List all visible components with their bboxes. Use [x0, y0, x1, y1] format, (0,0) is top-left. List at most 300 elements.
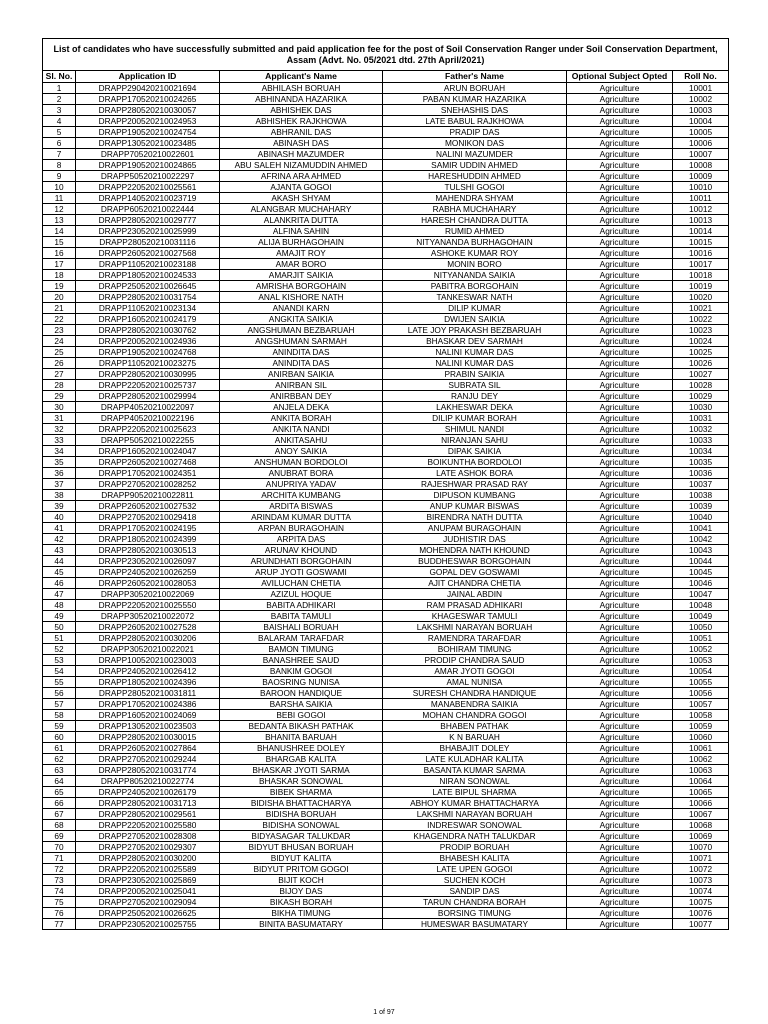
- application-id-cell: DRAPP280520210030200: [76, 853, 220, 864]
- application-id-cell: DRAPP160520210024179: [76, 314, 220, 325]
- applicant-name-cell: AFRINA ARA AHMED: [220, 171, 383, 182]
- optional-subject-cell: Agriculture: [567, 347, 673, 358]
- application-id-cell: DRAPP280520210029994: [76, 391, 220, 402]
- sl-no-cell: 69: [43, 831, 76, 842]
- application-id-cell: DRAPP110520210023275: [76, 358, 220, 369]
- optional-subject-cell: Agriculture: [567, 413, 673, 424]
- table-row: [43, 369, 729, 380]
- application-id-cell: DRAPP30520210022069: [76, 589, 220, 600]
- father-name-cell: INDRESWAR SONOWAL: [383, 820, 567, 831]
- table-row: [43, 754, 729, 765]
- table-row: [43, 776, 729, 787]
- application-id-cell: DRAPP260520210027532: [76, 501, 220, 512]
- roll-no-cell: 10032: [673, 424, 729, 435]
- optional-subject-cell: Agriculture: [567, 127, 673, 138]
- table-row: [43, 765, 729, 776]
- roll-no-cell: 10034: [673, 446, 729, 457]
- roll-no-cell: 10052: [673, 644, 729, 655]
- sl-no-cell: 27: [43, 369, 76, 380]
- sl-no-cell: 75: [43, 897, 76, 908]
- roll-no-cell: 10018: [673, 270, 729, 281]
- roll-no-cell: 10057: [673, 699, 729, 710]
- sl-no-cell: 72: [43, 864, 76, 875]
- table-row: [43, 710, 729, 721]
- document-title: List of candidates who have successfully submitted and paid application fee for the post of Soil Conservation Ranger under Soil Conservation Department, Assam (Advt. No. 05/2021 dtd. 27th April/2021): [43, 39, 729, 71]
- sl-no-cell: 29: [43, 391, 76, 402]
- application-id-cell: DRAPP270520210029418: [76, 512, 220, 523]
- application-id-cell: DRAPP290420210021694: [76, 83, 220, 94]
- father-name-cell: BORSING TIMUNG: [383, 908, 567, 919]
- table-row: [43, 116, 729, 127]
- applicant-name-cell: ALANKRITA DUTTA: [220, 215, 383, 226]
- father-name-cell: MOHENDRA NATH KHOUND: [383, 545, 567, 556]
- father-name-cell: AJIT CHANDRA CHETIA: [383, 578, 567, 589]
- table-row: [43, 897, 729, 908]
- applicant-name-cell: ALANGBAR MUCHAHARY: [220, 204, 383, 215]
- father-name-cell: NIRAN SONOWAL: [383, 776, 567, 787]
- optional-subject-cell: Agriculture: [567, 545, 673, 556]
- applicant-name-cell: BHASKAR JYOTI SARMA: [220, 765, 383, 776]
- applicant-name-cell: ALIJA BURHAGOHAIN: [220, 237, 383, 248]
- roll-no-cell: 10066: [673, 798, 729, 809]
- applicant-name-cell: BIKASH BORAH: [220, 897, 383, 908]
- application-id-cell: DRAPP280520210030206: [76, 633, 220, 644]
- father-name-cell: ARUN BORUAH: [383, 83, 567, 94]
- roll-no-cell: 10073: [673, 875, 729, 886]
- father-name-cell: NALINI KUMAR DAS: [383, 358, 567, 369]
- optional-subject-cell: Agriculture: [567, 303, 673, 314]
- col-application-id-header: Application ID: [76, 71, 220, 83]
- applicant-name-cell: BARSHA SAIKIA: [220, 699, 383, 710]
- optional-subject-cell: Agriculture: [567, 270, 673, 281]
- father-name-cell: DILIP KUMAR: [383, 303, 567, 314]
- applicant-name-cell: AMRISHA BORGOHAIN: [220, 281, 383, 292]
- father-name-cell: BHABAJIT DOLEY: [383, 743, 567, 754]
- application-id-cell: DRAPP90520210022811: [76, 490, 220, 501]
- father-name-cell: RAMENDRA TARAFDAR: [383, 633, 567, 644]
- father-name-cell: BHABEN PATHAK: [383, 721, 567, 732]
- optional-subject-cell: Agriculture: [567, 655, 673, 666]
- roll-no-cell: 10005: [673, 127, 729, 138]
- table-row: [43, 292, 729, 303]
- optional-subject-cell: Agriculture: [567, 237, 673, 248]
- applicant-name-cell: BIDYUT PRITOM GOGOI: [220, 864, 383, 875]
- father-name-cell: ABHOY KUMAR BHATTACHARYA: [383, 798, 567, 809]
- sl-no-cell: 62: [43, 754, 76, 765]
- table-row: [43, 160, 729, 171]
- optional-subject-cell: Agriculture: [567, 633, 673, 644]
- col-sl-no-header: Sl. No.: [43, 71, 76, 83]
- table-row: [43, 171, 729, 182]
- father-name-cell: AMAL NUNISA: [383, 677, 567, 688]
- application-id-cell: DRAPP50520210022255: [76, 435, 220, 446]
- application-id-cell: DRAPP180520210024533: [76, 270, 220, 281]
- application-id-cell: DRAPP250520210026625: [76, 908, 220, 919]
- application-id-cell: DRAPP240520210026179: [76, 787, 220, 798]
- sl-no-cell: 4: [43, 116, 76, 127]
- father-name-cell: TANKESWAR NATH: [383, 292, 567, 303]
- roll-no-cell: 10050: [673, 622, 729, 633]
- applicant-name-cell: ALFINA SAHIN: [220, 226, 383, 237]
- applicant-name-cell: BALARAM TARAFDAR: [220, 633, 383, 644]
- optional-subject-cell: Agriculture: [567, 556, 673, 567]
- sl-no-cell: 53: [43, 655, 76, 666]
- sl-no-cell: 18: [43, 270, 76, 281]
- optional-subject-cell: Agriculture: [567, 798, 673, 809]
- roll-no-cell: 10071: [673, 853, 729, 864]
- roll-no-cell: 10061: [673, 743, 729, 754]
- table-row: [43, 215, 729, 226]
- table-row: [43, 644, 729, 655]
- roll-no-cell: 10019: [673, 281, 729, 292]
- roll-no-cell: 10015: [673, 237, 729, 248]
- roll-no-cell: 10037: [673, 479, 729, 490]
- application-id-cell: DRAPP270520210029244: [76, 754, 220, 765]
- application-id-cell: DRAPP130520210023485: [76, 138, 220, 149]
- roll-no-cell: 10011: [673, 193, 729, 204]
- roll-no-cell: 10006: [673, 138, 729, 149]
- roll-no-cell: 10053: [673, 655, 729, 666]
- roll-no-cell: 10012: [673, 204, 729, 215]
- applicant-name-cell: ARPAN BURAGOHAIN: [220, 523, 383, 534]
- sl-no-cell: 48: [43, 600, 76, 611]
- roll-no-cell: 10047: [673, 589, 729, 600]
- sl-no-cell: 50: [43, 622, 76, 633]
- roll-no-cell: 10067: [673, 809, 729, 820]
- application-id-cell: DRAPP280520210031116: [76, 237, 220, 248]
- application-id-cell: DRAPP190520210024768: [76, 347, 220, 358]
- table-row: [43, 743, 729, 754]
- optional-subject-cell: Agriculture: [567, 292, 673, 303]
- father-name-cell: LAKSHMI NARAYAN BORUAH: [383, 809, 567, 820]
- sl-no-cell: 30: [43, 402, 76, 413]
- applicant-name-cell: ARCHITA KUMBANG: [220, 490, 383, 501]
- optional-subject-cell: Agriculture: [567, 457, 673, 468]
- father-name-cell: JUDHISTIR DAS: [383, 534, 567, 545]
- roll-no-cell: 10069: [673, 831, 729, 842]
- applicant-name-cell: BIDISHA SONOWAL: [220, 820, 383, 831]
- applicant-name-cell: ABHINANDA HAZARIKA: [220, 94, 383, 105]
- optional-subject-cell: Agriculture: [567, 754, 673, 765]
- table-row: [43, 809, 729, 820]
- roll-no-cell: 10074: [673, 886, 729, 897]
- sl-no-cell: 71: [43, 853, 76, 864]
- roll-no-cell: 10063: [673, 765, 729, 776]
- table-row: [43, 721, 729, 732]
- roll-no-cell: 10026: [673, 358, 729, 369]
- sl-no-cell: 70: [43, 842, 76, 853]
- optional-subject-cell: Agriculture: [567, 215, 673, 226]
- applicant-name-cell: BABITA TAMULI: [220, 611, 383, 622]
- table-row: [43, 391, 729, 402]
- applicant-name-cell: ARINDAM KUMAR DUTTA: [220, 512, 383, 523]
- applicant-name-cell: ANIRBAN SAIKIA: [220, 369, 383, 380]
- applicant-name-cell: ABHISHEK RAJKHOWA: [220, 116, 383, 127]
- col-father-name-header: Father's Name: [383, 71, 567, 83]
- applicant-name-cell: BEBI GOGOI: [220, 710, 383, 721]
- application-id-cell: DRAPP60520210022444: [76, 204, 220, 215]
- application-id-cell: DRAPP110520210023134: [76, 303, 220, 314]
- roll-no-cell: 10009: [673, 171, 729, 182]
- table-body: [43, 83, 729, 930]
- sl-no-cell: 12: [43, 204, 76, 215]
- applicant-name-cell: ABINASH MAZUMDER: [220, 149, 383, 160]
- roll-no-cell: 10049: [673, 611, 729, 622]
- application-id-cell: DRAPP40520210022196: [76, 413, 220, 424]
- father-name-cell: HARESHUDDIN AHMED: [383, 171, 567, 182]
- application-id-cell: DRAPP170520210024195: [76, 523, 220, 534]
- table-row: [43, 622, 729, 633]
- roll-no-cell: 10045: [673, 567, 729, 578]
- table-row: [43, 303, 729, 314]
- table-row: [43, 402, 729, 413]
- sl-no-cell: 42: [43, 534, 76, 545]
- optional-subject-cell: Agriculture: [567, 138, 673, 149]
- father-name-cell: LATE BIPUL SHARMA: [383, 787, 567, 798]
- optional-subject-cell: Agriculture: [567, 710, 673, 721]
- applicant-name-cell: ANGSHUMAN SARMAH: [220, 336, 383, 347]
- sl-no-cell: 76: [43, 908, 76, 919]
- father-name-cell: SURESH CHANDRA HANDIQUE: [383, 688, 567, 699]
- table-row: [43, 567, 729, 578]
- table-row: [43, 138, 729, 149]
- optional-subject-cell: Agriculture: [567, 743, 673, 754]
- table-row: [43, 204, 729, 215]
- roll-no-cell: 10028: [673, 380, 729, 391]
- applicant-name-cell: ABHISHEK DAS: [220, 105, 383, 116]
- application-id-cell: DRAPP70520210022601: [76, 149, 220, 160]
- sl-no-cell: 74: [43, 886, 76, 897]
- father-name-cell: PRADIP DAS: [383, 127, 567, 138]
- application-id-cell: DRAPP230520210025869: [76, 875, 220, 886]
- applicant-name-cell: BANASHREE SAUD: [220, 655, 383, 666]
- table-row: [43, 413, 729, 424]
- applicant-name-cell: ABHRANIL DAS: [220, 127, 383, 138]
- optional-subject-cell: Agriculture: [567, 875, 673, 886]
- application-id-cell: DRAPP280520210030057: [76, 105, 220, 116]
- sl-no-cell: 24: [43, 336, 76, 347]
- father-name-cell: ANUP KUMAR BISWAS: [383, 501, 567, 512]
- father-name-cell: MAHENDRA SHYAM: [383, 193, 567, 204]
- table-row: [43, 325, 729, 336]
- optional-subject-cell: Agriculture: [567, 116, 673, 127]
- roll-no-cell: 10054: [673, 666, 729, 677]
- table-row: [43, 919, 729, 930]
- header-row: [43, 71, 729, 83]
- table-row: [43, 732, 729, 743]
- table-row: [43, 875, 729, 886]
- father-name-cell: PABITRA BORGOHAIN: [383, 281, 567, 292]
- sl-no-cell: 47: [43, 589, 76, 600]
- optional-subject-cell: Agriculture: [567, 919, 673, 930]
- roll-no-cell: 10065: [673, 787, 729, 798]
- roll-no-cell: 10024: [673, 336, 729, 347]
- table-row: [43, 611, 729, 622]
- applicant-name-cell: BAISHALI BORUAH: [220, 622, 383, 633]
- father-name-cell: SANDIP DAS: [383, 886, 567, 897]
- applicant-name-cell: BIDYUT BHUSAN BORUAH: [220, 842, 383, 853]
- sl-no-cell: 20: [43, 292, 76, 303]
- sl-no-cell: 10: [43, 182, 76, 193]
- roll-no-cell: 10060: [673, 732, 729, 743]
- application-id-cell: DRAPP220520210025561: [76, 182, 220, 193]
- table-row: [43, 248, 729, 259]
- table-row: [43, 886, 729, 897]
- roll-no-cell: 10064: [673, 776, 729, 787]
- father-name-cell: LAKHESWAR DEKA: [383, 402, 567, 413]
- roll-no-cell: 10014: [673, 226, 729, 237]
- table-row: [43, 270, 729, 281]
- father-name-cell: SUCHEN KOCH: [383, 875, 567, 886]
- optional-subject-cell: Agriculture: [567, 94, 673, 105]
- application-id-cell: DRAPP280520210030762: [76, 325, 220, 336]
- father-name-cell: LATE KULADHAR KALITA: [383, 754, 567, 765]
- applicant-name-cell: BINITA BASUMATARY: [220, 919, 383, 930]
- father-name-cell: PABAN KUMAR HAZARIKA: [383, 94, 567, 105]
- roll-no-cell: 10070: [673, 842, 729, 853]
- table-row: [43, 908, 729, 919]
- optional-subject-cell: Agriculture: [567, 204, 673, 215]
- father-name-cell: BASANTA KUMAR SARMA: [383, 765, 567, 776]
- application-id-cell: DRAPP40520210022097: [76, 402, 220, 413]
- father-name-cell: HUMESWAR BASUMATARY: [383, 919, 567, 930]
- optional-subject-cell: Agriculture: [567, 380, 673, 391]
- applicant-name-cell: ABINASH DAS: [220, 138, 383, 149]
- optional-subject-cell: Agriculture: [567, 512, 673, 523]
- applicant-name-cell: BHASKAR SONOWAL: [220, 776, 383, 787]
- optional-subject-cell: Agriculture: [567, 391, 673, 402]
- optional-subject-cell: Agriculture: [567, 171, 673, 182]
- roll-no-cell: 10013: [673, 215, 729, 226]
- father-name-cell: LATE ASHOK BORA: [383, 468, 567, 479]
- applicant-name-cell: ANUBRAT BORA: [220, 468, 383, 479]
- father-name-cell: BIRENDRA NATH DUTTA: [383, 512, 567, 523]
- father-name-cell: AMAR JYOTI GOGOI: [383, 666, 567, 677]
- sl-no-cell: 23: [43, 325, 76, 336]
- father-name-cell: SUBRATA SIL: [383, 380, 567, 391]
- roll-no-cell: 10039: [673, 501, 729, 512]
- roll-no-cell: 10022: [673, 314, 729, 325]
- sl-no-cell: 22: [43, 314, 76, 325]
- application-id-cell: DRAPP280520210031754: [76, 292, 220, 303]
- applicant-name-cell: ANIRBAN SIL: [220, 380, 383, 391]
- father-name-cell: NALINI KUMAR DAS: [383, 347, 567, 358]
- application-id-cell: DRAPP280520210029561: [76, 809, 220, 820]
- father-name-cell: KHAGESWAR TAMULI: [383, 611, 567, 622]
- application-id-cell: DRAPP200520210024953: [76, 116, 220, 127]
- roll-no-cell: 10058: [673, 710, 729, 721]
- application-id-cell: DRAPP30520210022021: [76, 644, 220, 655]
- roll-no-cell: 10044: [673, 556, 729, 567]
- optional-subject-cell: Agriculture: [567, 897, 673, 908]
- applicant-name-cell: AMAR BORO: [220, 259, 383, 270]
- sl-no-cell: 73: [43, 875, 76, 886]
- applicant-name-cell: ANKITA NANDI: [220, 424, 383, 435]
- optional-subject-cell: Agriculture: [567, 908, 673, 919]
- father-name-cell: SAMIR UDDIN AHMED: [383, 160, 567, 171]
- applicant-name-cell: ARDITA BISWAS: [220, 501, 383, 512]
- table-row: [43, 281, 729, 292]
- table-row: [43, 94, 729, 105]
- sl-no-cell: 39: [43, 501, 76, 512]
- applicant-name-cell: ANANDI KARN: [220, 303, 383, 314]
- father-name-cell: JAINAL ABDIN: [383, 589, 567, 600]
- table-row: [43, 501, 729, 512]
- father-name-cell: ANUPAM BURAGOHAIN: [383, 523, 567, 534]
- application-id-cell: DRAPP100520210023003: [76, 655, 220, 666]
- application-id-cell: DRAPP230520210025755: [76, 919, 220, 930]
- roll-no-cell: 10030: [673, 402, 729, 413]
- candidate-table: [42, 38, 729, 930]
- applicant-name-cell: AVILUCHAN CHETIA: [220, 578, 383, 589]
- roll-no-cell: 10048: [673, 600, 729, 611]
- roll-no-cell: 10076: [673, 908, 729, 919]
- roll-no-cell: 10041: [673, 523, 729, 534]
- table-row: [43, 842, 729, 853]
- applicant-name-cell: AMAJIT ROY: [220, 248, 383, 259]
- applicant-name-cell: ABHILASH BORUAH: [220, 83, 383, 94]
- page-indicator: 1 of 97: [373, 1009, 395, 1016]
- sl-no-cell: 2: [43, 94, 76, 105]
- applicant-name-cell: BAROON HANDIQUE: [220, 688, 383, 699]
- optional-subject-cell: Agriculture: [567, 182, 673, 193]
- sl-no-cell: 21: [43, 303, 76, 314]
- candidate-list-sheet: [42, 38, 728, 930]
- applicant-name-cell: BABITA ADHIKARI: [220, 600, 383, 611]
- sl-no-cell: 9: [43, 171, 76, 182]
- table-row: [43, 523, 729, 534]
- applicant-name-cell: BEDANTA BIKASH PATHAK: [220, 721, 383, 732]
- application-id-cell: DRAPP170520210024265: [76, 94, 220, 105]
- application-id-cell: DRAPP160520210024069: [76, 710, 220, 721]
- roll-no-cell: 10055: [673, 677, 729, 688]
- optional-subject-cell: Agriculture: [567, 193, 673, 204]
- application-id-cell: DRAPP80520210022774: [76, 776, 220, 787]
- optional-subject-cell: Agriculture: [567, 864, 673, 875]
- sl-no-cell: 57: [43, 699, 76, 710]
- roll-no-cell: 10042: [673, 534, 729, 545]
- optional-subject-cell: Agriculture: [567, 259, 673, 270]
- application-id-cell: DRAPP260520210027568: [76, 248, 220, 259]
- father-name-cell: BOIKUNTHA BORDOLOI: [383, 457, 567, 468]
- application-id-cell: DRAPP270520210029094: [76, 897, 220, 908]
- father-name-cell: NITYANANDA BURHAGOHAIN: [383, 237, 567, 248]
- father-name-cell: LAKSHMI NARAYAN BORUAH: [383, 622, 567, 633]
- application-id-cell: DRAPP170520210024351: [76, 468, 220, 479]
- roll-no-cell: 10020: [673, 292, 729, 303]
- father-name-cell: TARUN CHANDRA BORAH: [383, 897, 567, 908]
- applicant-name-cell: ANINDITA DAS: [220, 358, 383, 369]
- sl-no-cell: 52: [43, 644, 76, 655]
- father-name-cell: LATE BABUL RAJKHOWA: [383, 116, 567, 127]
- application-id-cell: DRAPP180520210024399: [76, 534, 220, 545]
- optional-subject-cell: Agriculture: [567, 611, 673, 622]
- table-row: [43, 556, 729, 567]
- father-name-cell: PRABIN SAIKIA: [383, 369, 567, 380]
- table-row: [43, 479, 729, 490]
- applicant-name-cell: AKASH SHYAM: [220, 193, 383, 204]
- applicant-name-cell: BHANUSHREE DOLEY: [220, 743, 383, 754]
- applicant-name-cell: BHANITA BARUAH: [220, 732, 383, 743]
- optional-subject-cell: Agriculture: [567, 325, 673, 336]
- roll-no-cell: 10029: [673, 391, 729, 402]
- roll-no-cell: 10038: [673, 490, 729, 501]
- father-name-cell: K N BARUAH: [383, 732, 567, 743]
- application-id-cell: DRAPP260520210027864: [76, 743, 220, 754]
- application-id-cell: DRAPP260520210028053: [76, 578, 220, 589]
- optional-subject-cell: Agriculture: [567, 644, 673, 655]
- sl-no-cell: 1: [43, 83, 76, 94]
